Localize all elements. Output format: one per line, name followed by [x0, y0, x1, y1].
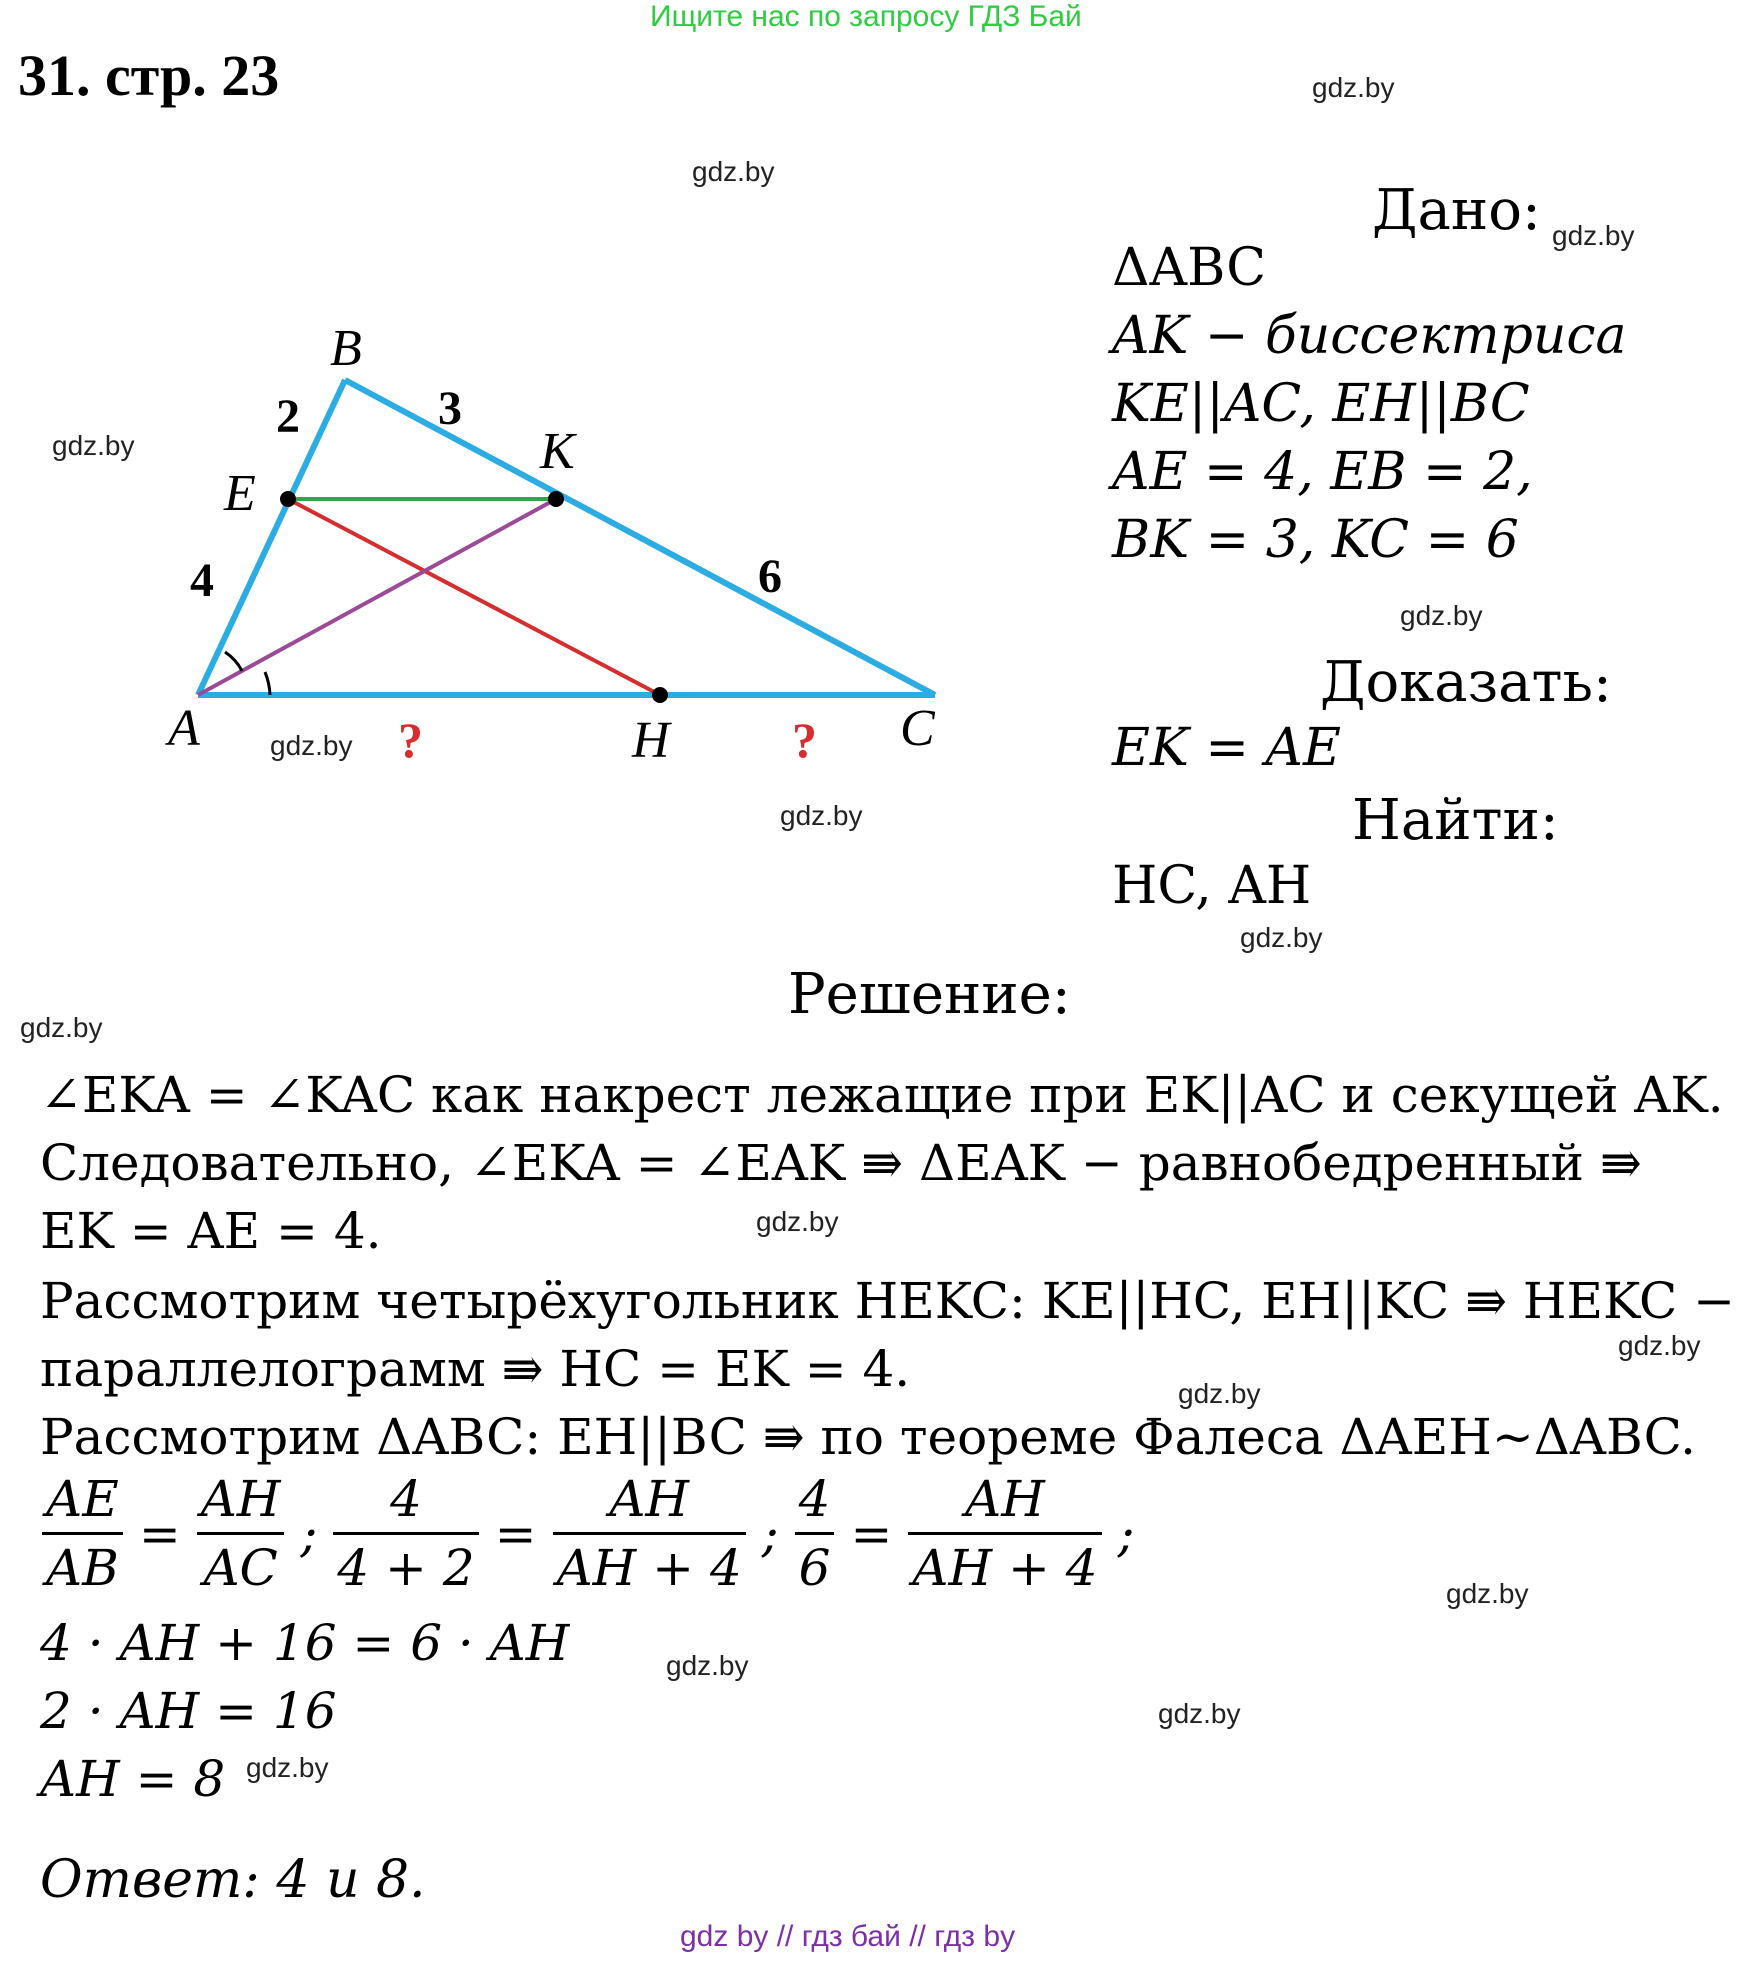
side-bc [345, 380, 935, 695]
label-a: A [168, 700, 200, 757]
label-k: K [540, 423, 575, 480]
page-title: 31. стр. 23 [18, 43, 280, 108]
prove-statement: EK = AE [1112, 718, 1341, 778]
point-e [280, 491, 296, 507]
find-statement: HC, AH [1112, 856, 1312, 916]
watermark: gdz.by [1618, 1330, 1701, 1361]
solution-header: Решение: [788, 962, 1071, 1027]
label-ah-unknown: ? [398, 712, 423, 768]
watermark: gdz.by [1312, 72, 1395, 103]
label-bk: 3 [438, 382, 462, 435]
fraction: $\frac{AH}{AH + 4}$ [908, 1470, 1101, 1597]
label-h: H [632, 712, 670, 769]
fraction: $\frac{AH}{AH + 4}$ [553, 1470, 746, 1597]
watermark: gdz.by [20, 1012, 103, 1043]
triangle-figure [0, 300, 1000, 800]
solution-line: Следовательно, ∠EKA = ∠EAK ⇛ ΔEAK − равнобедренный ⇛ [40, 1134, 1642, 1192]
solution-step: 2 · AH = 16 [40, 1682, 337, 1740]
search-banner: Ищите нас по запросу ГДЗ Бай [650, 0, 1082, 33]
solution-line: Рассмотрим ΔABC: EH||BC ⇛ по теореме Фалеса ΔAEH~ΔABC. [40, 1408, 1697, 1466]
watermark: gdz.by [692, 156, 775, 187]
given-line: AE = 4, EB = 2, [1112, 442, 1533, 502]
label-e: E [224, 465, 256, 522]
fraction: $\frac{AE}{AB}$ [42, 1470, 123, 1597]
footer-links[interactable]: gdz by // гдз бай // гдз by [680, 1920, 1016, 1953]
watermark: gdz.by [246, 1752, 329, 1783]
solution-line: ∠EKA = ∠KAC как накрест лежащие при EK||AC и секущей AK. [40, 1066, 1724, 1124]
watermark: gdz.by [666, 1650, 749, 1681]
answer: Ответ: 4 и 8. [40, 1850, 426, 1910]
fraction: $\frac{4}{4 + 2}$ [333, 1470, 478, 1597]
label-eb: 2 [276, 390, 300, 443]
given-header: Дано: [1372, 178, 1541, 243]
watermark: gdz.by [1400, 600, 1483, 631]
prove-header: Доказать: [1320, 650, 1612, 715]
label-b: B [330, 320, 362, 377]
label-ae: 4 [190, 554, 214, 607]
watermark: gdz.by [1446, 1578, 1529, 1609]
bisector-ak [198, 499, 556, 695]
watermark: gdz.by [1552, 220, 1635, 251]
watermark: gdz.by [52, 430, 135, 461]
watermark: gdz.by [1178, 1378, 1261, 1409]
given-line: KE||AC, EH||BC [1112, 374, 1530, 434]
label-c: C [900, 700, 935, 757]
watermark: gdz.by [780, 800, 863, 831]
proportion-row: $\frac{AE}{AB}$ = $\frac{AH}{AC}$ ; $\frac{4}{4 + 2}$ = $\frac{AH}{AH + 4}$ ; $\frac{4}{6}$ = $\frac{AH}{AH + 4}$ ; [36, 1470, 1144, 1597]
watermark: gdz.by [1240, 922, 1323, 953]
given-line: BK = 3, KC = 6 [1112, 510, 1519, 570]
given-line: AK − биссектриса [1112, 306, 1627, 366]
solution-line: Рассмотрим четырёхугольник HEKC: KE||HC, EH||KC ⇛ HEKC − [40, 1272, 1736, 1330]
angle-arc-2 [265, 672, 270, 695]
find-header: Найти: [1352, 788, 1559, 853]
watermark: gdz.by [756, 1206, 839, 1237]
point-h [652, 687, 668, 703]
solution-step: 4 · AH + 16 = 6 · AH [40, 1614, 570, 1672]
label-kc: 6 [758, 550, 782, 603]
solution-step: AH = 8 [40, 1750, 226, 1808]
given-line: ΔABC [1112, 238, 1267, 298]
point-k [548, 491, 564, 507]
solution-line: EK = AE = 4. [40, 1202, 382, 1260]
solution-line: параллелограмм ⇛ HC = EK = 4. [40, 1340, 911, 1398]
fraction: $\frac{4}{6}$ [795, 1470, 835, 1597]
watermark: gdz.by [270, 730, 353, 761]
angle-arc-1 [225, 652, 242, 671]
side-ab [198, 380, 345, 695]
label-hc-unknown: ? [792, 712, 817, 768]
watermark: gdz.by [1158, 1698, 1241, 1729]
segment-eh [288, 499, 660, 695]
fraction: $\frac{AH}{AC}$ [197, 1470, 285, 1597]
